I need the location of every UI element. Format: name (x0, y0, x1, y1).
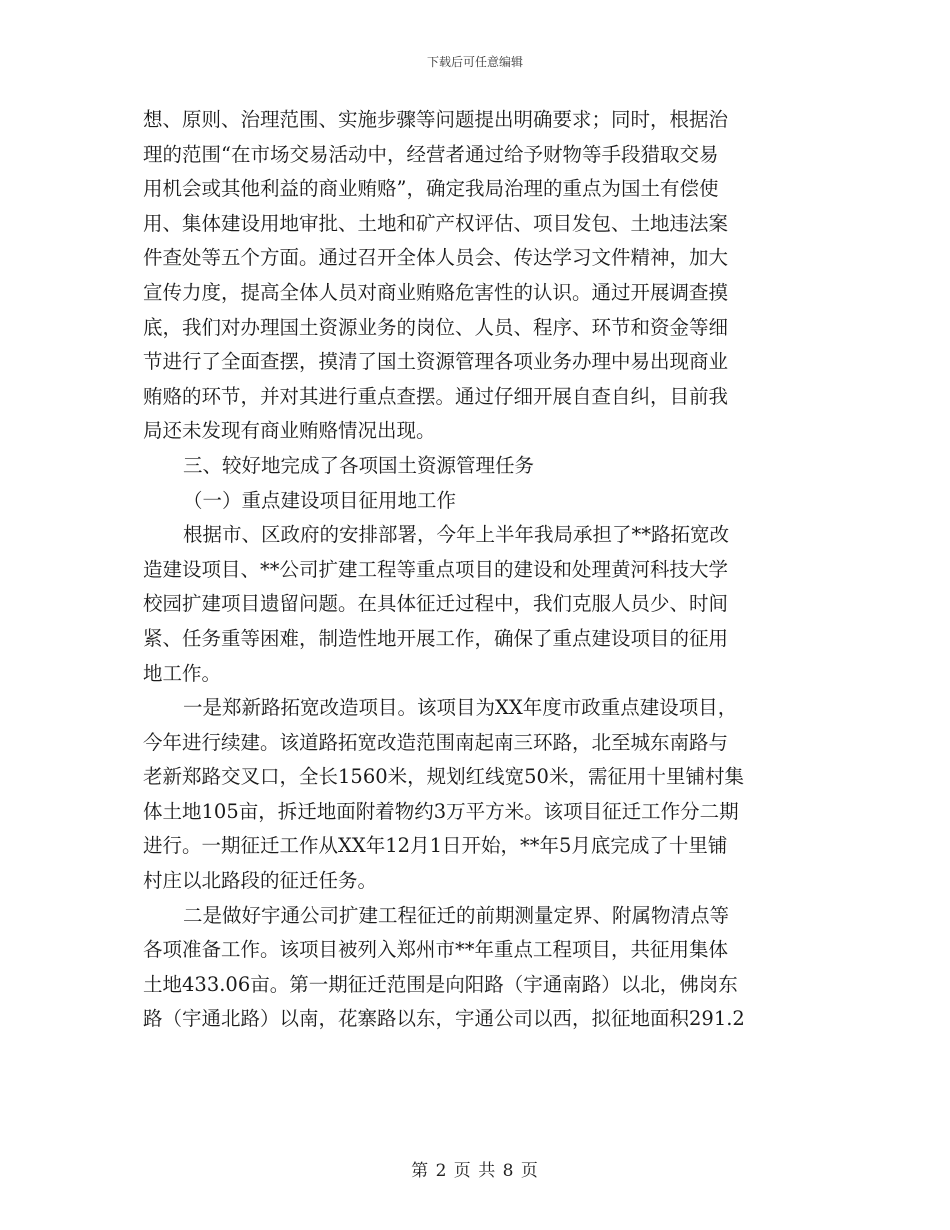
paragraph-line: 路（宇通北路）以南，花寨路以东，宇通公司以西，拟征地面积291.2 (143, 1007, 745, 1031)
paragraph-line: 节进行了全面查摆，摸清了国土资源管理各项业务办理中易出现商业 (143, 350, 729, 374)
paragraph-line: 一是郑新路拓宽改造项目。该项目为XX年度市政重点建设项目， (183, 696, 738, 720)
paragraph-line: 村庄以北路段的征迁任务。 (143, 869, 378, 893)
page-header: 下载后可任意编辑 (426, 55, 523, 69)
paragraph-line: 老新郑路交叉口，全长1560米，规划红线宽50米，需征用十里铺村集 (143, 765, 744, 789)
paragraph-line: 体土地105亩，拆迁地面附着物约3万平方米。该项目征迁工作分二期 (143, 799, 739, 823)
paragraph-line: 二是做好宇通公司扩建工程征迁的前期测量定界、附属物清点等 (183, 903, 730, 927)
paragraph-line: 理的范围“在市场交易活动中，经营者通过给予财物等手段猎取交易 (143, 142, 719, 166)
subsection-heading: （一）重点建设项目征用地工作 (183, 488, 457, 512)
paragraph-line: 想、原则、治理范围、实施步骤等问题提出明确要求；同时，根据治 (143, 108, 729, 131)
paragraph-line: 紧、任务重等困难，制造性地开展工作，确保了重点建设项目的征用 (143, 626, 729, 650)
document-body (143, 103, 810, 1037)
paragraph-line: 造建设项目、**公司扩建工程等重点项目的建设和处理黄河科技大学 (143, 557, 729, 581)
paragraph-line: 根据市、区政府的安排部署，今年上半年我局承担了**路拓宽改 (183, 523, 730, 547)
paragraph-line: 用机会或其他利益的商业贿赂”，确定我局治理的重点为国土有偿使 (143, 177, 719, 201)
paragraph-line: 宣传力度，提高全体人员对商业贿赂危害性的认识。通过开展调查摸 (143, 280, 729, 304)
paragraph-line: 进行。一期征迁工作从XX年12月1日开始，**年5月底完成了十里铺 (143, 834, 728, 858)
paragraph-line: 今年进行续建。该道路拓宽改造范围南起南三环路，北至城东南路与 (143, 730, 729, 754)
paragraph-line: 地工作。 (143, 661, 222, 685)
paragraph-line: 底，我们对办理国土资源业务的岗位、人员、程序、环节和资金等细 (143, 315, 729, 339)
paragraph-line: 校园扩建项目遗留问题。在具体征迁过程中，我们克服人员少、时间 (143, 592, 729, 616)
paragraph-line: 贿赂的环节，并对其进行重点查摆。通过仔细开展自查自纠，目前我 (143, 384, 729, 408)
section-heading: 三、较好地完成了各项国土资源管理任务 (183, 453, 535, 477)
paragraph-line: 各项准备工作。该项目被列入郑州市**年重点工程项目，共征用集体 (143, 938, 729, 962)
paragraph-line: 用、集体建设用地审批、土地和矿产权评估、项目发包、土地违法案 (143, 211, 729, 235)
paragraph-line: 局还未发现有商业贿赂情况出现。 (143, 419, 436, 443)
paragraph-line: 件查处等五个方面。通过召开全体人员会、传达学习文件精神，加大 (143, 246, 729, 270)
page-number-footer: 第 2 页 共 8 页 (411, 1161, 539, 1181)
paragraph-line: 土地433.06亩。第一期征迁范围是向阳路（宇通南路）以北，佛岗东 (143, 972, 738, 996)
